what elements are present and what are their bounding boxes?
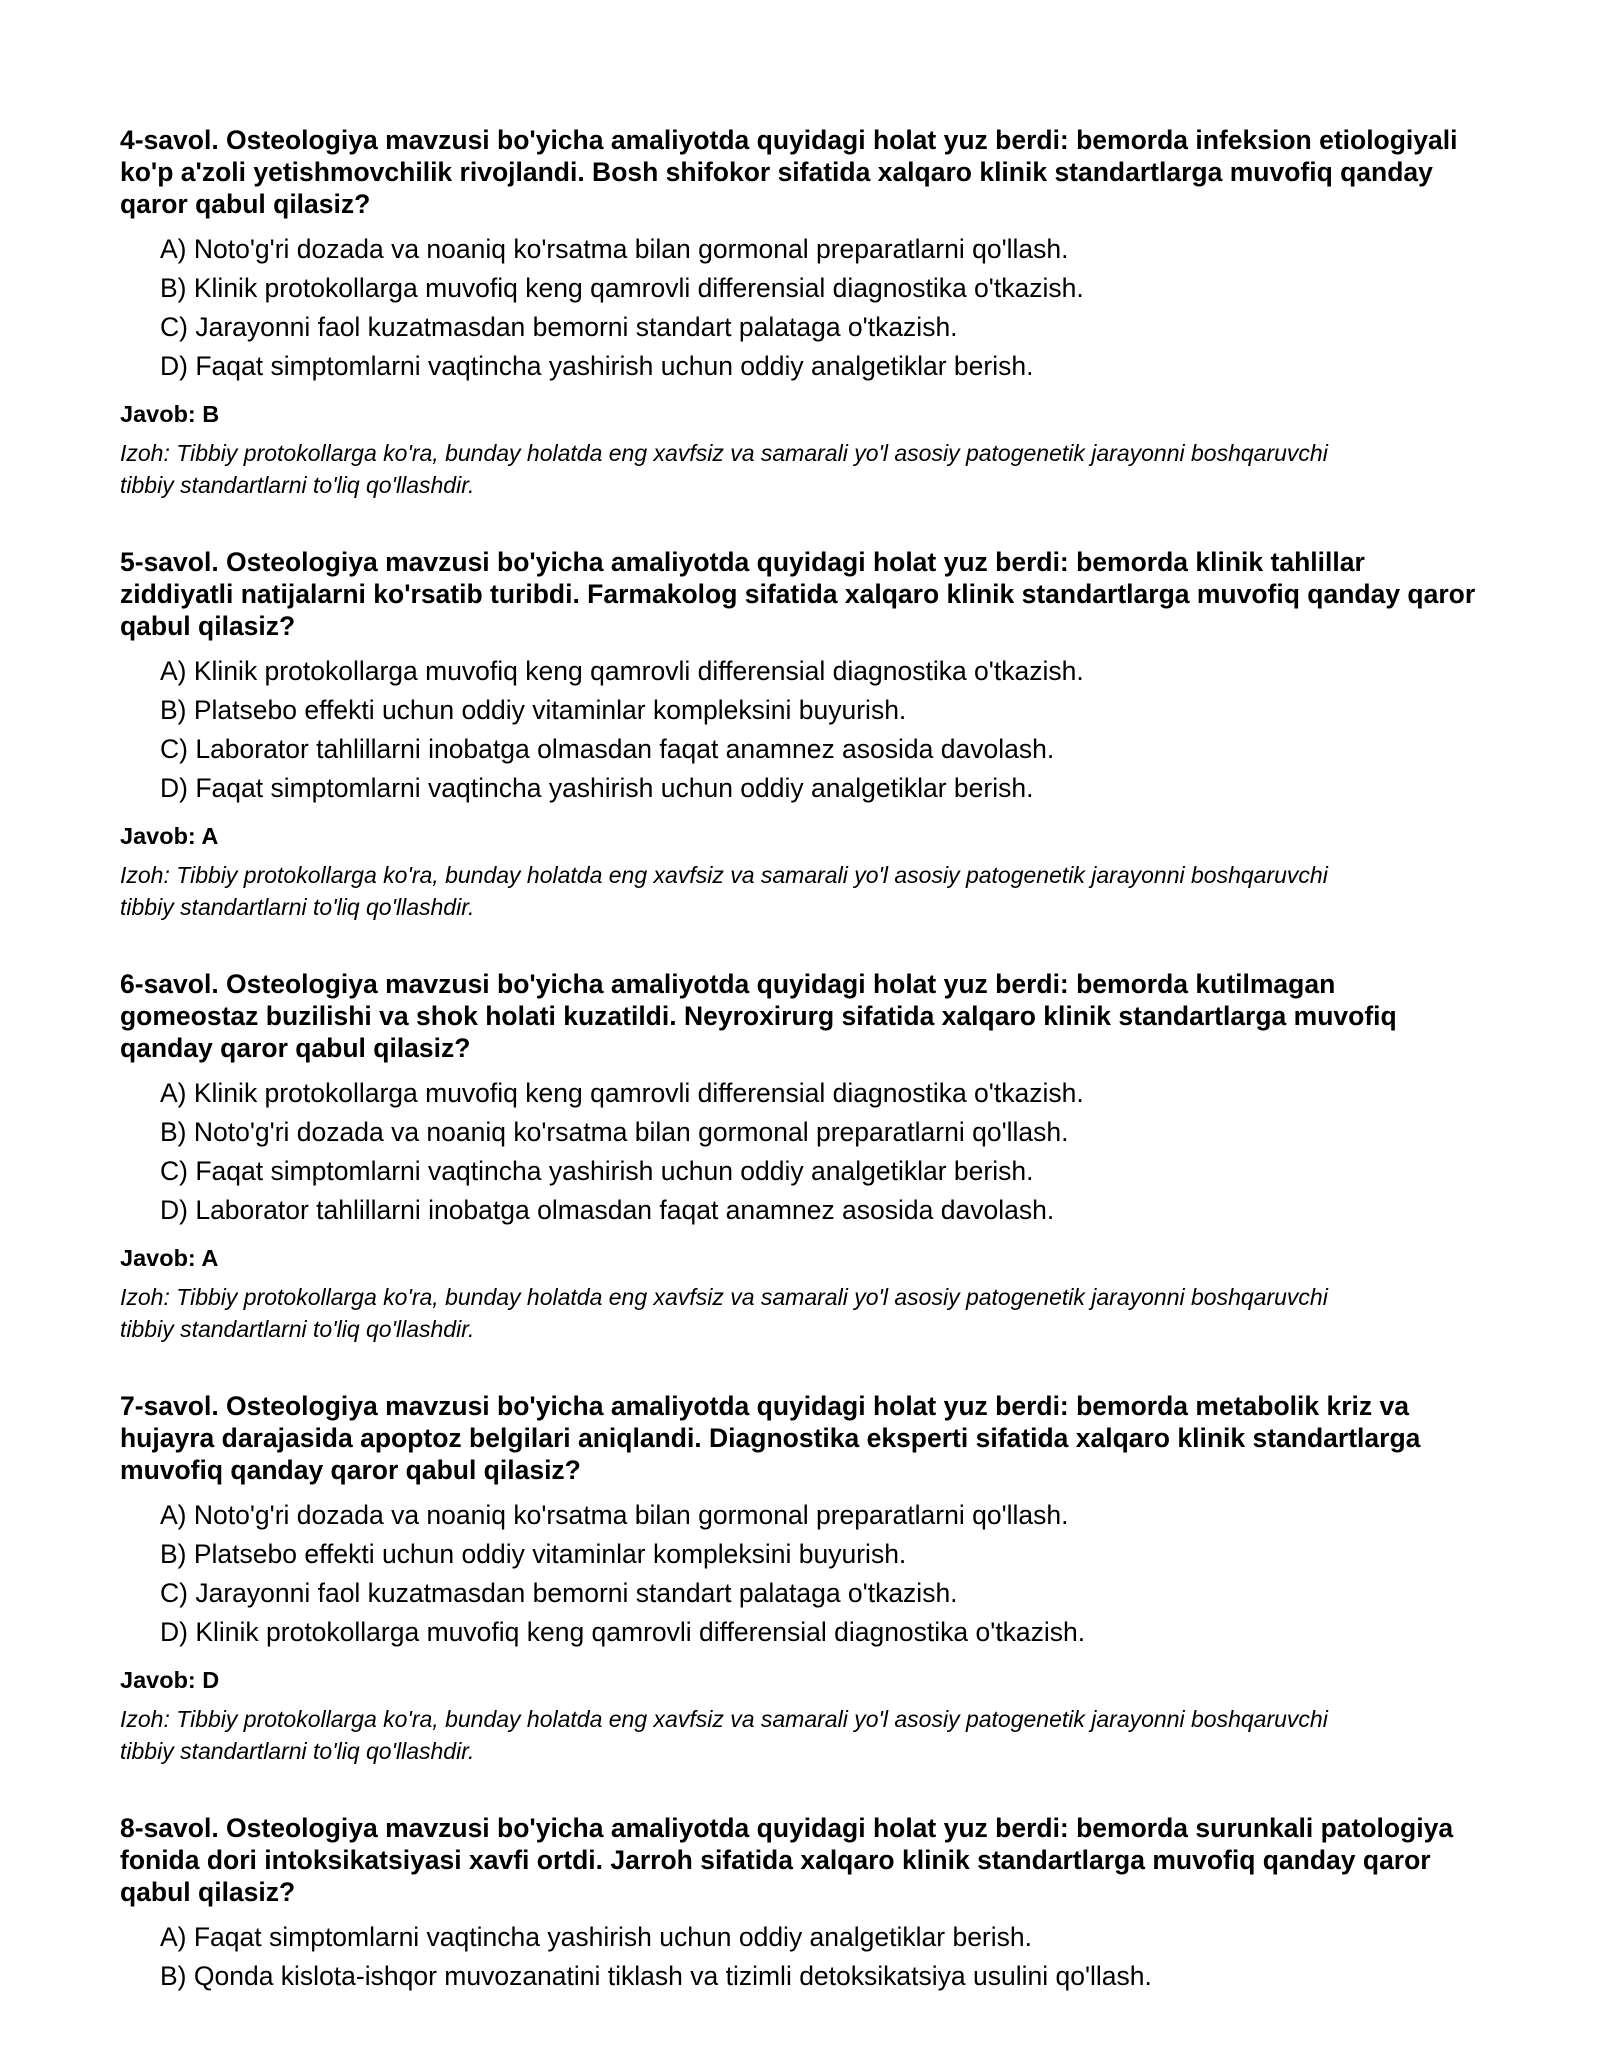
question-title: 6-savol. Osteologiya mavzusi bo'yicha amaliyotda quyidagi holat yuz berdi: bemorda kutilmagan gomeostaz buzilishi va shok holati kuzatildi. Neyroxirurg sifatida xalqaro klinik standartlarga muvofiq qanday qaror qabul qilasiz?: [120, 969, 1397, 1063]
question-title: 8-savol. Osteologiya mavzusi bo'yicha amaliyotda quyidagi holat yuz berdi: bemorda surunkali patologiya fonida dori intoksikatsiyasi xavfi ortdi. Jarroh sifatida xalqaro klinik standartlarga muvofiq qanday qaror qabul qilasiz?: [120, 1813, 1454, 1907]
question-6: [120, 968, 1480, 1345]
option-a: A) Faqat simptomlarni vaqtincha yashirish uchun oddiy analgetiklar berish.: [160, 1922, 1032, 1952]
question-title: 7-savol. Osteologiya mavzusi bo'yicha amaliyotda quyidagi holat yuz berdi: bemorda metabolik kriz va hujayra darajasida apoptoz belgilari aniqlandi. Diagnostika eksperti sifatida xalqaro klinik standartlarga muvofiq qanday qaror qabul qilasiz?: [120, 1391, 1421, 1485]
option-list: [120, 1496, 1480, 1652]
option-b: B) Platsebo effekti uchun oddiy vitaminlar kompleksini buyurish.: [160, 695, 907, 725]
answer-label: Javob: A: [120, 823, 219, 849]
option-c: C) Jarayonni faol kuzatmasdan bemorni standart palataga o'tkazish.: [160, 1578, 958, 1608]
option-c: C) Faqat simptomlarni vaqtincha yashirish uchun oddiy analgetiklar berish.: [160, 1156, 1034, 1186]
option-c: C) Jarayonni faol kuzatmasdan bemorni standart palataga o'tkazish.: [160, 312, 958, 342]
option-list: [120, 1918, 1480, 1996]
option-a: A) Noto'g'ri dozada va noaniq ko'rsatma bilan gormonal preparatlarni qo'llash.: [160, 1500, 1069, 1530]
answer-label: Javob: D: [120, 1667, 220, 1693]
option-b: B) Qonda kislota-ishqor muvozanatini tiklash va tizimli detoksikatsiya usulini qo'llash.: [160, 1961, 1152, 1991]
answer-label: Javob: B: [120, 401, 220, 427]
explanation-text: Izoh: Tibbiy protokollarga ko'ra, bunday holatda eng xavfsiz va samarali yo'l asosiy patogenetik jarayonni boshqaruvchi tibbiy standartlarni to'liq qo'llashdir.: [120, 862, 1328, 920]
question-4: [120, 124, 1480, 501]
option-b: B) Platsebo effekti uchun oddiy vitaminlar kompleksini buyurish.: [160, 1539, 907, 1569]
document-page: [120, 124, 1480, 2041]
explanation-text: Izoh: Tibbiy protokollarga ko'ra, bunday holatda eng xavfsiz va samarali yo'l asosiy patogenetik jarayonni boshqaruvchi tibbiy standartlarni to'liq qo'llashdir.: [120, 1706, 1328, 1764]
option-a: A) Klinik protokollarga muvofiq keng qamrovli differensial diagnostika o'tkazish.: [160, 656, 1084, 686]
option-list: [120, 1074, 1480, 1230]
option-d: D) Faqat simptomlarni vaqtincha yashirish uchun oddiy analgetiklar berish.: [160, 773, 1034, 803]
option-a: A) Noto'g'ri dozada va noaniq ko'rsatma bilan gormonal preparatlarni qo'llash.: [160, 234, 1069, 264]
question-7: [120, 1390, 1480, 1767]
option-b: B) Klinik protokollarga muvofiq keng qamrovli differensial diagnostika o'tkazish.: [160, 273, 1084, 303]
question-title: 5-savol. Osteologiya mavzusi bo'yicha amaliyotda quyidagi holat yuz berdi: bemorda klinik tahlillar ziddiyatli natijalarni ko'rsatib turibdi. Farmakolog sifatida xalqaro klinik standartlarga muvofiq qanday qaror qabul qilasiz?: [120, 547, 1476, 641]
explanation-text: Izoh: Tibbiy protokollarga ko'ra, bunday holatda eng xavfsiz va samarali yo'l asosiy patogenetik jarayonni boshqaruvchi tibbiy standartlarni to'liq qo'llashdir.: [120, 440, 1328, 498]
question-title: 4-savol. Osteologiya mavzusi bo'yicha amaliyotda quyidagi holat yuz berdi: bemorda infeksion etiologiyali ko'p a'zoli yetishmovchilik rivojlandi. Bosh shifokor sifatida xalqaro klinik standartlarga muvofiq qanday qaror qabul qilasiz?: [120, 125, 1458, 219]
explanation-text: Izoh: Tibbiy protokollarga ko'ra, bunday holatda eng xavfsiz va samarali yo'l asosiy patogenetik jarayonni boshqaruvchi tibbiy standartlarni to'liq qo'llashdir.: [120, 1284, 1328, 1342]
option-d: D) Faqat simptomlarni vaqtincha yashirish uchun oddiy analgetiklar berish.: [160, 351, 1034, 381]
question-8: [120, 1812, 1480, 1996]
option-list: [120, 652, 1480, 808]
option-list: [120, 230, 1480, 386]
option-b: B) Noto'g'ri dozada va noaniq ko'rsatma bilan gormonal preparatlarni qo'llash.: [160, 1117, 1069, 1147]
question-5: [120, 546, 1480, 923]
answer-label: Javob: A: [120, 1245, 219, 1271]
option-c: C) Laborator tahlillarni inobatga olmasdan faqat anamnez asosida davolash.: [160, 734, 1055, 764]
option-a: A) Klinik protokollarga muvofiq keng qamrovli differensial diagnostika o'tkazish.: [160, 1078, 1084, 1108]
option-d: D) Klinik protokollarga muvofiq keng qamrovli differensial diagnostika o'tkazish.: [160, 1617, 1086, 1647]
option-d: D) Laborator tahlillarni inobatga olmasdan faqat anamnez asosida davolash.: [160, 1195, 1055, 1225]
